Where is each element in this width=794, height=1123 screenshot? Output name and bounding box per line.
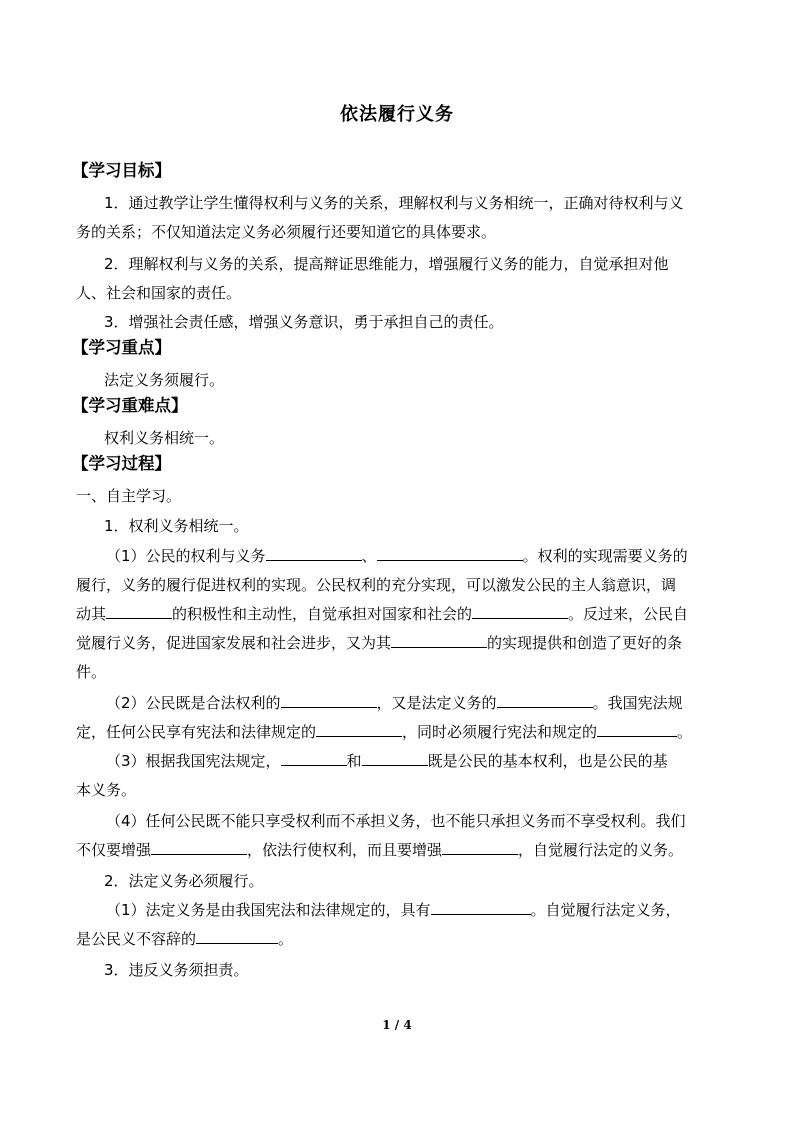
p1-line-5: 件。 bbox=[76, 663, 107, 681]
p1-line-1 bbox=[106, 546, 756, 566]
fill-blank[interactable] bbox=[497, 693, 593, 708]
difficult-text: 权利义务相统一。 bbox=[104, 429, 225, 447]
q1-line-1 bbox=[106, 900, 756, 920]
p4-text: 不仅要增强 bbox=[76, 841, 152, 859]
p3-text: 和 bbox=[346, 752, 362, 770]
p3-text: （3）根据我国宪法规定， bbox=[106, 752, 281, 770]
p1-line-3 bbox=[76, 604, 726, 624]
p2-text: 。 bbox=[677, 723, 693, 741]
fill-blank[interactable] bbox=[106, 604, 172, 619]
fill-blank[interactable] bbox=[151, 840, 247, 855]
part-1-heading: 一、自主学习。 bbox=[76, 487, 182, 505]
fill-blank[interactable] bbox=[431, 900, 531, 915]
p2-text: ，同时必须履行宪法和规定的 bbox=[402, 723, 598, 741]
p2-text: 。我国宪法规 bbox=[592, 694, 683, 712]
page-title: 依法履行义务 bbox=[340, 104, 454, 125]
p2-text: 定，任何公民享有宪法和法律规定的 bbox=[76, 723, 317, 741]
key-heading: 【学习重点】 bbox=[72, 338, 171, 357]
p1-line-2: 履行，义务的履行促进权利的实现。公民权利的充分实现，可以激发公民的主人翁意识，调 bbox=[76, 576, 677, 594]
q1-text: 是公民义不容辞的 bbox=[76, 930, 197, 948]
goal-1-line-2: 务的关系；不仅知道法定义务必须履行还要知道它的具体要求。 bbox=[76, 223, 497, 241]
fill-blank[interactable] bbox=[362, 751, 428, 766]
p2-line-1 bbox=[106, 693, 756, 713]
fill-blank[interactable] bbox=[316, 722, 402, 737]
q1-text: 。自觉履行法定义务， bbox=[530, 901, 681, 919]
item-3-heading: 3．违反义务须担责。 bbox=[104, 961, 249, 979]
p2-text: （2）公民既是合法权利的 bbox=[106, 694, 281, 712]
goal-2-line-1: 2．理解权利与义务的关系，提高辩证思维能力，增强履行义务的能力，自觉承担对他 bbox=[104, 255, 669, 273]
p1-text: （1）公民的权利与义务 bbox=[106, 547, 266, 565]
q1-text: 。 bbox=[278, 930, 294, 948]
fill-blank[interactable] bbox=[597, 722, 677, 737]
goals-heading: 【学习目标】 bbox=[72, 161, 171, 180]
p1-text: 。反过来，公民自 bbox=[568, 605, 689, 623]
p3-text: 既是公民的基本权利，也是公民的基 bbox=[427, 752, 668, 770]
item-1-heading: 1．权利义务相统一。 bbox=[104, 517, 249, 535]
q1-text: （1）法定义务是由我国宪法和法律规定的，具有 bbox=[106, 901, 431, 919]
goal-2-line-2: 人、社会和国家的责任。 bbox=[76, 284, 242, 302]
p3-line-2: 本义务。 bbox=[76, 781, 137, 799]
p1-text: 的实现提供和创造了更好的条 bbox=[487, 634, 683, 652]
fill-blank[interactable] bbox=[281, 751, 347, 766]
fill-blank[interactable] bbox=[391, 633, 487, 648]
fill-blank[interactable] bbox=[196, 929, 278, 944]
p4-text: ，自觉履行法定的义务。 bbox=[518, 841, 684, 859]
process-heading: 【学习过程】 bbox=[72, 454, 171, 473]
item-2-heading: 2．法定义务必须履行。 bbox=[104, 872, 264, 890]
p4-line-2 bbox=[76, 840, 726, 860]
q1-line-2 bbox=[76, 929, 726, 949]
fill-blank[interactable] bbox=[281, 693, 377, 708]
p1-text: 、 bbox=[361, 547, 377, 565]
difficult-heading: 【学习重难点】 bbox=[72, 396, 188, 415]
fill-blank[interactable] bbox=[442, 840, 518, 855]
p1-text: 动其 bbox=[76, 605, 107, 623]
fill-blank[interactable] bbox=[377, 546, 523, 561]
p2-text: ，又是法定义务的 bbox=[376, 694, 497, 712]
p1-text: 觉履行义务，促进国家发展和社会进步，又为其 bbox=[76, 634, 392, 652]
page-number: 1 / 4 bbox=[382, 1018, 412, 1032]
fill-blank[interactable] bbox=[472, 604, 568, 619]
p1-text: 的积极性和主动性，自觉承担对国家和社会的 bbox=[172, 605, 473, 623]
key-text: 法定义务须履行。 bbox=[104, 371, 225, 389]
goal-1-line-1: 1．通过教学让学生懂得权利与义务的关系，理解权利与义务相统一，正确对待权利与义 bbox=[104, 194, 684, 212]
p1-line-4 bbox=[76, 633, 726, 653]
p3-line-1 bbox=[106, 751, 756, 771]
fill-blank[interactable] bbox=[266, 546, 362, 561]
p2-line-2 bbox=[76, 722, 726, 742]
p4-text: ，依法行使权利，而且要增强 bbox=[247, 841, 443, 859]
goal-3: 3．增强社会责任感，增强义务意识，勇于承担自己的责任。 bbox=[104, 313, 504, 331]
p4-line-1: （4）任何公民既不能只享受权利而不承担义务，也不能只承担义务而不享受权利。我们 bbox=[106, 812, 686, 830]
p1-text: 。权利的实现需要义务的 bbox=[522, 547, 688, 565]
